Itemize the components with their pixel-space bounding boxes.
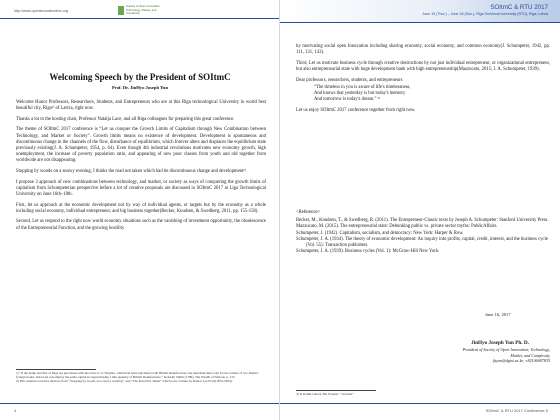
reference-item: Schumpeter, J. (1942). Capitalism, socialism, and democracy: New York: Harper & Row. — [296, 230, 464, 236]
right-page — [280, 0, 560, 420]
footnote: 2) This sentence receives motives from “Stopping by woods on a snowy evening”, and “The Road Not Taken” which were written by Robert Lee Frost(1874-1963). — [16, 379, 233, 384]
references-heading: <Reference> — [296, 210, 321, 215]
footer-divider — [280, 403, 560, 404]
page-footer: SOItmC & RTU 2017 Conference 5 — [485, 408, 548, 413]
paragraph: I propose 3 approach of new combinations between technology, and market, or society as ways of conquering the growth limits of capitalism from Schumpeterian perspective before a lot of creative proposals are discussed in SOItmC 2017 at Liga Technological University on June 16th–18th. — [16, 179, 266, 197]
signature-role: President of Society of Open Innovation; Technology, Market, and Complexity — [462, 347, 550, 358]
footnote-divider — [16, 369, 96, 370]
header-divider — [0, 18, 279, 19]
signature-email[interactable]: jhyun@dgist.ac.kr, +82106697835 — [492, 358, 550, 364]
paragraph: Third, Let us motivate business cycle through creative destructions by not just individual entrepreneur, or organizational entrepreneur, but also entrepreneurial state with huge development bank with high entrepreneurship(Mazzucato, 2015; J. A. Schumpeter, 1939). — [296, 60, 550, 72]
header-url[interactable]: http://www.openinnovationtmc.org — [14, 9, 68, 13]
paragraph: by motivating social open Innovation including sharing economy, social economy, and common economy(J. Schumpeter, 1942, pp. 111, 131, 143). — [296, 44, 550, 56]
reference-item: Schumpeter, J. A. (1939). Business cycles (Vol. 1): McGraw-Hill New York. — [296, 249, 440, 255]
paragraph: Thanks a lot to the hosting chair, Professor Natalja Lace, and all Riga colleagues for preparing this great conference. — [16, 116, 235, 122]
paragraph: Second, Let us respond to the right now world economy situations such as the vanishing of investment opportunity, the obsolescence of the Entrepreneurial Function, and the growing hostility — [16, 219, 266, 231]
footnote: 3) In Kahlil Gibran The Prophet “ On time” — [296, 392, 354, 396]
reference-item: Becker, M., Knudsen, T., & Swedberg, R. (2011). The Entrepreneur-Classic texts by Joseph A. Schumpeter: Stanford University Press. — [296, 218, 549, 224]
reference-item: Mazzucato, M. (2015). The entrepreneurial state: Debunking public vs. private sector myths: PublicAffairs. — [296, 224, 498, 230]
society-logo-icon — [118, 6, 124, 15]
footnote-divider — [296, 390, 376, 391]
society-logo-text: Society of Open Innovation Technology, Market, and Complexity — [126, 4, 160, 16]
poem-line: And knows that yesterday is but today's memory — [314, 91, 406, 96]
paragraph: Welcome Honor Professors, Researchers, Students, and Entrepreneurs who are at this Riga technological University in world best beautiful city, Riga¹⁾ of Latvia, right now. — [16, 100, 266, 112]
references — [296, 210, 550, 255]
header-divider — [280, 22, 560, 23]
signature-name: JinHyo Joseph Yun Ph. D. — [471, 340, 529, 346]
footnote: 1) “if the hemp and flax of Riga are purchased with the tobacco of Virginia, which had been purchased with British manufactures, the merchant must wait for the returns of two distinct foreign trades, before he can employ the same capital in respurchasing a like quantity of British manufactures.” In Adam Smith (1789). The Wealth of Nations. p. 213 — [16, 371, 259, 380]
speech-body — [16, 100, 266, 236]
speech-body-continued — [296, 44, 550, 119]
paragraph: Stopping by woods on a snowy evening, I thinks the road not taken which had be discontinuous change and development²⁾. — [16, 169, 248, 174]
signature-block — [450, 340, 550, 364]
footnotes — [16, 371, 266, 383]
poem-line: “The timeless in you is aware of life's timelessness, — [314, 84, 411, 90]
conference-title: SOItmC & RTU 2017 — [490, 4, 548, 11]
paragraph: The theme of SOItmC 2017 conference is “Let us conquer the Growth Limits of Capitalism through New Combination between Technology, and Market or Society”. Growth limits means no existence of development. Development is spontaneous and discontinuous change in the channels of the flow, disturbance of equilibrium, which forever alters and displaces the equilibrium state previously existing(J. A. Schumpeter, 1954, p. 64). Even though 4th industrial revolutions motivates new economy growth, high unemployment, the increase of poverty population ratio, and appearing of new poor classes from youth and old together from worldwide are not disappearing. — [16, 127, 266, 164]
poem-line: And tomorrow is today's dream.” ³⁾ — [314, 97, 381, 103]
footer-divider — [0, 403, 279, 404]
closing-line: Let us enjoy SOItmC 2017 conference together from right now. — [296, 108, 416, 114]
page-title: Welcoming Speech by the President of SOItmC — [49, 72, 231, 82]
conference-dates: June 15 (Thur.) – June 18 (Sun.), Riga Technical University (RTU), Riga, Latvia — [422, 12, 548, 16]
paragraph: First, let us approach at the economic development not by way of individual agents, or targets but by the economy as a whole including social economy, individual entrepreneur, and big business together(Becker, Knudsen, & Swedberg, 2011, pp. 155-158). — [16, 202, 266, 214]
reference-item: Schumpeter, J. A. (1934). The theory of economic development: An inquiry into profits, capital, credit, interest, and the business cycle (Vol. 55): Transaction publishers. — [296, 236, 548, 249]
paragraph: Dear professors, researchers, students, and entrepreneurs — [296, 77, 403, 83]
poem-quote — [296, 85, 550, 104]
author-line: Prof. Dr. JinHyo Joseph Yun — [111, 85, 169, 90]
page-number: 4 — [14, 408, 17, 413]
signature-date: June 16, 2017 — [485, 312, 511, 317]
